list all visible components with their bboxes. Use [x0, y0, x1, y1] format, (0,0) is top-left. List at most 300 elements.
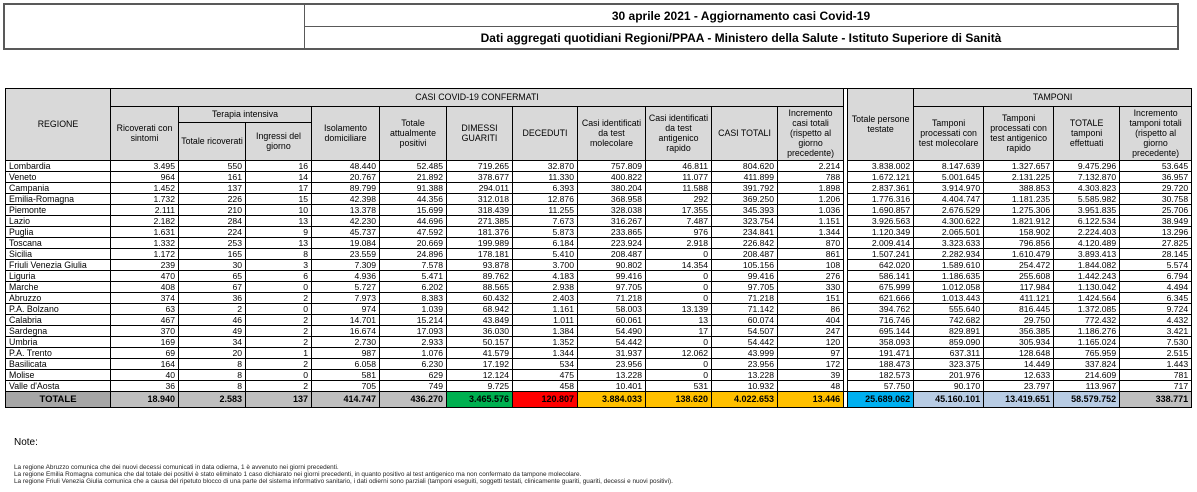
cell-casi_test_antigenico: 17.355 — [646, 204, 712, 215]
cell-totale_attualmente_positivi: 44.356 — [380, 193, 447, 204]
cell-incremento_casi_totali: 48 — [778, 380, 844, 391]
col-header-ricoverati-con-sintomi: Ricoverati con sintomi — [111, 107, 179, 161]
cell-terapia_totale_ricoverati: 165 — [179, 248, 246, 259]
cell-totale_tamponi_effettuati: 337.824 — [1054, 358, 1120, 369]
cell-ricoverati_con_sintomi: 2.182 — [111, 215, 179, 226]
cell-casi_test_molecolare: 380.204 — [578, 182, 646, 193]
cell-tamponi_test_antigenico: 1.181.235 — [984, 193, 1054, 204]
region-name: Veneto — [6, 171, 111, 182]
cell-totale_tamponi_effettuati: 4.303.823 — [1054, 182, 1120, 193]
cell-incremento_casi_totali: 172 — [778, 358, 844, 369]
cell-isolamento_domiciliare: 7.973 — [312, 292, 380, 303]
cell-casi_totali: 4.022.653 — [712, 391, 778, 407]
cell-deceduti: 11.330 — [513, 171, 578, 182]
cell-terapia_ingressi_del_giorno: 2 — [246, 325, 312, 336]
cell-dimessi_guariti: 378.677 — [447, 171, 513, 182]
cell-tamponi_test_antigenico: 1.275.306 — [984, 204, 1054, 215]
cell-deceduti: 1.384 — [513, 325, 578, 336]
cell-terapia_ingressi_del_giorno: 2 — [246, 292, 312, 303]
cell-isolamento_domiciliare: 19.084 — [312, 237, 380, 248]
cell-deceduti: 475 — [513, 369, 578, 380]
cell-deceduti: 2.403 — [513, 292, 578, 303]
cell-casi_totali: 804.620 — [712, 160, 778, 171]
cell-totale_tamponi_effettuati: 4.120.489 — [1054, 237, 1120, 248]
cell-isolamento_domiciliare: 581 — [312, 369, 380, 380]
cell-ricoverati_con_sintomi: 40 — [111, 369, 179, 380]
cell-casi_test_molecolare: 208.487 — [578, 248, 646, 259]
col-header-regione: REGIONE — [6, 89, 111, 161]
region-name: P.A. Trento — [6, 347, 111, 358]
cell-terapia_ingressi_del_giorno: 10 — [246, 204, 312, 215]
cell-tamponi_test_molecolare: 3.323.633 — [914, 237, 984, 248]
cell-tamponi_test_antigenico: 411.121 — [984, 292, 1054, 303]
cell-totale_attualmente_positivi: 629 — [380, 369, 447, 380]
cell-casi_totali: 411.899 — [712, 171, 778, 182]
cell-dimessi_guariti: 89.762 — [447, 270, 513, 281]
cell-casi_totali: 71.142 — [712, 303, 778, 314]
cell-incremento_tamponi_totali: 9.724 — [1120, 303, 1192, 314]
cell-incremento_casi_totali: 276 — [778, 270, 844, 281]
cell-totale_persone_testate: 2.009.414 — [848, 237, 914, 248]
cell-terapia_totale_ricoverati: 137 — [179, 182, 246, 193]
col-header-terapia-ingressi-del-giorno: Ingressi del giorno — [246, 122, 312, 160]
cell-deceduti: 5.873 — [513, 226, 578, 237]
cell-casi_test_antigenico: 0 — [646, 281, 712, 292]
cell-totale_tamponi_effettuati: 58.579.752 — [1054, 391, 1120, 407]
cell-incremento_tamponi_totali: 6.345 — [1120, 292, 1192, 303]
cell-incremento_casi_totali: 108 — [778, 259, 844, 270]
cell-totale_tamponi_effettuati: 1.186.276 — [1054, 325, 1120, 336]
cell-totale_attualmente_positivi: 8.383 — [380, 292, 447, 303]
cell-deceduti: 1.011 — [513, 314, 578, 325]
cell-tamponi_test_molecolare: 8.147.639 — [914, 160, 984, 171]
cell-ricoverati_con_sintomi: 63 — [111, 303, 179, 314]
covid-data-table — [5, 88, 1192, 408]
cell-ricoverati_con_sintomi: 2.111 — [111, 204, 179, 215]
cell-ricoverati_con_sintomi: 36 — [111, 380, 179, 391]
cell-ricoverati_con_sintomi: 470 — [111, 270, 179, 281]
cell-isolamento_domiciliare: 6.058 — [312, 358, 380, 369]
cell-tamponi_test_molecolare: 859.090 — [914, 336, 984, 347]
cell-casi_totali: 54.442 — [712, 336, 778, 347]
cell-terapia_ingressi_del_giorno: 9 — [246, 226, 312, 237]
cell-totale_persone_testate: 3.838.002 — [848, 160, 914, 171]
col-header-totale-persone-testate: Totale persone testate — [848, 89, 914, 161]
cell-casi_test_antigenico: 17 — [646, 325, 712, 336]
cell-isolamento_domiciliare: 414.747 — [312, 391, 380, 407]
cell-totale_tamponi_effettuati: 1.130.042 — [1054, 281, 1120, 292]
cell-isolamento_domiciliare: 5.727 — [312, 281, 380, 292]
cell-casi_test_molecolare: 58.003 — [578, 303, 646, 314]
cell-dimessi_guariti: 93.878 — [447, 259, 513, 270]
region-row — [6, 204, 1192, 215]
cell-incremento_casi_totali: 97 — [778, 347, 844, 358]
cell-deceduti: 120.807 — [513, 391, 578, 407]
cell-tamponi_test_antigenico: 1.327.657 — [984, 160, 1054, 171]
table-body — [6, 160, 1192, 407]
cell-deceduti: 534 — [513, 358, 578, 369]
region-name: Lazio — [6, 215, 111, 226]
cell-deceduti: 32.870 — [513, 160, 578, 171]
cell-deceduti: 7.673 — [513, 215, 578, 226]
cell-terapia_ingressi_del_giorno: 13 — [246, 215, 312, 226]
cell-casi_test_molecolare: 90.802 — [578, 259, 646, 270]
region-row — [6, 160, 1192, 171]
cell-casi_totali: 43.999 — [712, 347, 778, 358]
cell-isolamento_domiciliare: 45.737 — [312, 226, 380, 237]
cell-deceduti: 3.700 — [513, 259, 578, 270]
cell-incremento_casi_totali: 1.898 — [778, 182, 844, 193]
cell-totale_persone_testate: 2.837.361 — [848, 182, 914, 193]
cell-terapia_ingressi_del_giorno: 14 — [246, 171, 312, 182]
cell-incremento_tamponi_totali: 25.706 — [1120, 204, 1192, 215]
cell-totale_attualmente_positivi: 47.592 — [380, 226, 447, 237]
cell-terapia_ingressi_del_giorno: 17 — [246, 182, 312, 193]
region-name: Sardegna — [6, 325, 111, 336]
cell-ricoverati_con_sintomi: 1.332 — [111, 237, 179, 248]
cell-casi_test_molecolare: 31.937 — [578, 347, 646, 358]
cell-incremento_tamponi_totali: 1.443 — [1120, 358, 1192, 369]
cell-ricoverati_con_sintomi: 408 — [111, 281, 179, 292]
cell-casi_test_molecolare: 757.809 — [578, 160, 646, 171]
cell-totale_tamponi_effettuati: 7.132.870 — [1054, 171, 1120, 182]
cell-incremento_casi_totali: 788 — [778, 171, 844, 182]
cell-terapia_totale_ricoverati: 224 — [179, 226, 246, 237]
cell-dimessi_guariti: 3.465.576 — [447, 391, 513, 407]
region-name: Basilicata — [6, 358, 111, 369]
cell-dimessi_guariti: 719.265 — [447, 160, 513, 171]
cell-tamponi_test_antigenico: 388.853 — [984, 182, 1054, 193]
cell-terapia_totale_ricoverati: 20 — [179, 347, 246, 358]
cell-incremento_casi_totali: 1.206 — [778, 193, 844, 204]
cell-totale_attualmente_positivi: 6.230 — [380, 358, 447, 369]
note-friuli-venezia-giulia: La regione Friuli Venezia Giulia comunica che a causa del ripetuto blocco di una parte del sistema informativo sanitario, i dati odierni sono parziali (tamponi eseguiti, soggetti testati, clinicamente guariti, guariti, decessi e nuovi positivi). — [14, 478, 673, 486]
cell-totale_persone_testate: 695.144 — [848, 325, 914, 336]
cell-totale_tamponi_effettuati: 2.224.403 — [1054, 226, 1120, 237]
cell-tamponi_test_molecolare: 742.682 — [914, 314, 984, 325]
cell-ricoverati_con_sintomi: 164 — [111, 358, 179, 369]
note-abruzzo: La regione Abruzzo comunica che dei nuovi decessi comunicati in data odierna, 1 è avvenuto nei giorni precedenti. — [14, 464, 339, 471]
report-date-title: 30 aprile 2021 - Aggiornamento casi Covid-19 — [305, 5, 1177, 27]
cell-totale_persone_testate: 1.776.316 — [848, 193, 914, 204]
region-row — [6, 248, 1192, 259]
report-title-box — [3, 3, 1179, 50]
cell-isolamento_domiciliare: 987 — [312, 347, 380, 358]
cell-tamponi_test_molecolare: 3.914.970 — [914, 182, 984, 193]
cell-deceduti: 11.255 — [513, 204, 578, 215]
cell-totale_tamponi_effettuati: 765.959 — [1054, 347, 1120, 358]
cell-tamponi_test_molecolare: 4.404.747 — [914, 193, 984, 204]
cell-isolamento_domiciliare: 13.378 — [312, 204, 380, 215]
cell-totale_tamponi_effettuati: 5.585.982 — [1054, 193, 1120, 204]
region-row — [6, 237, 1192, 248]
cell-isolamento_domiciliare: 16.674 — [312, 325, 380, 336]
cell-isolamento_domiciliare: 89.799 — [312, 182, 380, 193]
cell-casi_test_antigenico: 13 — [646, 314, 712, 325]
cell-incremento_casi_totali: 870 — [778, 237, 844, 248]
total-row — [6, 391, 1192, 407]
cell-casi_test_antigenico: 292 — [646, 193, 712, 204]
cell-isolamento_domiciliare: 14.701 — [312, 314, 380, 325]
cell-tamponi_test_molecolare: 90.170 — [914, 380, 984, 391]
cell-casi_test_molecolare: 223.924 — [578, 237, 646, 248]
cell-casi_test_antigenico: 0 — [646, 369, 712, 380]
cell-casi_test_molecolare: 3.884.033 — [578, 391, 646, 407]
cell-casi_totali: 97.705 — [712, 281, 778, 292]
notes-heading: Note: — [14, 437, 38, 448]
cell-terapia_totale_ricoverati: 2 — [179, 303, 246, 314]
cell-totale_persone_testate: 621.666 — [848, 292, 914, 303]
cell-totale_attualmente_positivi: 1.076 — [380, 347, 447, 358]
cell-tamponi_test_antigenico: 23.797 — [984, 380, 1054, 391]
cell-terapia_totale_ricoverati: 30 — [179, 259, 246, 270]
cell-tamponi_test_molecolare: 4.300.622 — [914, 215, 984, 226]
cell-totale_attualmente_positivi: 2.933 — [380, 336, 447, 347]
cell-totale_persone_testate: 188.473 — [848, 358, 914, 369]
cell-incremento_casi_totali: 330 — [778, 281, 844, 292]
cell-isolamento_domiciliare: 23.559 — [312, 248, 380, 259]
region-row — [6, 226, 1192, 237]
region-row — [6, 369, 1192, 380]
col-header-casi-totali: CASI TOTALI — [712, 107, 778, 161]
cell-incremento_tamponi_totali: 36.957 — [1120, 171, 1192, 182]
cell-casi_test_molecolare: 316.267 — [578, 215, 646, 226]
cell-incremento_casi_totali: 861 — [778, 248, 844, 259]
cell-isolamento_domiciliare: 974 — [312, 303, 380, 314]
region-row — [6, 182, 1192, 193]
cell-terapia_totale_ricoverati: 253 — [179, 237, 246, 248]
cell-totale_attualmente_positivi: 15.699 — [380, 204, 447, 215]
cell-casi_test_molecolare: 10.401 — [578, 380, 646, 391]
region-name: Molise — [6, 369, 111, 380]
cell-deceduti: 1.352 — [513, 336, 578, 347]
cell-isolamento_domiciliare: 2.730 — [312, 336, 380, 347]
cell-totale_tamponi_effettuati: 1.372.085 — [1054, 303, 1120, 314]
region-row — [6, 347, 1192, 358]
cell-casi_test_antigenico: 531 — [646, 380, 712, 391]
cell-isolamento_domiciliare: 7.309 — [312, 259, 380, 270]
cell-tamponi_test_molecolare: 2.282.934 — [914, 248, 984, 259]
cell-terapia_totale_ricoverati: 284 — [179, 215, 246, 226]
cell-ricoverati_con_sintomi: 964 — [111, 171, 179, 182]
region-name: Liguria — [6, 270, 111, 281]
cell-terapia_totale_ricoverati: 8 — [179, 380, 246, 391]
cell-terapia_ingressi_del_giorno: 2 — [246, 358, 312, 369]
cell-incremento_tamponi_totali: 29.720 — [1120, 182, 1192, 193]
cell-tamponi_test_molecolare: 323.375 — [914, 358, 984, 369]
cell-casi_totali: 60.074 — [712, 314, 778, 325]
cell-totale_attualmente_positivi: 17.093 — [380, 325, 447, 336]
cell-casi_test_molecolare: 54.442 — [578, 336, 646, 347]
region-name: Piemonte — [6, 204, 111, 215]
region-row — [6, 314, 1192, 325]
cell-incremento_casi_totali: 120 — [778, 336, 844, 347]
cell-dimessi_guariti: 68.942 — [447, 303, 513, 314]
cell-casi_test_molecolare: 13.228 — [578, 369, 646, 380]
region-row — [6, 193, 1192, 204]
cell-deceduti: 4.183 — [513, 270, 578, 281]
cell-dimessi_guariti: 312.018 — [447, 193, 513, 204]
cell-incremento_casi_totali: 1.036 — [778, 204, 844, 215]
cell-casi_test_antigenico: 138.620 — [646, 391, 712, 407]
cell-tamponi_test_antigenico: 29.750 — [984, 314, 1054, 325]
cell-dimessi_guariti: 9.725 — [447, 380, 513, 391]
title-empty-cell — [5, 5, 305, 48]
cell-incremento_tamponi_totali: 30.758 — [1120, 193, 1192, 204]
region-name: Calabria — [6, 314, 111, 325]
cell-dimessi_guariti: 60.432 — [447, 292, 513, 303]
cell-casi_test_molecolare: 60.061 — [578, 314, 646, 325]
cell-deceduti: 2.938 — [513, 281, 578, 292]
cell-totale_persone_testate: 191.471 — [848, 347, 914, 358]
cell-incremento_tamponi_totali: 6.794 — [1120, 270, 1192, 281]
cell-incremento_casi_totali: 86 — [778, 303, 844, 314]
cell-totale_persone_testate: 675.999 — [848, 281, 914, 292]
cell-terapia_ingressi_del_giorno: 6 — [246, 270, 312, 281]
cell-tamponi_test_molecolare: 1.012.058 — [914, 281, 984, 292]
cell-ricoverati_con_sintomi: 169 — [111, 336, 179, 347]
cell-casi_test_molecolare: 400.822 — [578, 171, 646, 182]
cell-isolamento_domiciliare: 705 — [312, 380, 380, 391]
cell-casi_totali: 234.841 — [712, 226, 778, 237]
cell-ricoverati_con_sintomi: 1.732 — [111, 193, 179, 204]
cell-tamponi_test_antigenico: 255.608 — [984, 270, 1054, 281]
cell-casi_test_antigenico: 0 — [646, 292, 712, 303]
cell-ricoverati_con_sintomi: 1.631 — [111, 226, 179, 237]
col-header-tamponi-test-molecolare: Tamponi processati con test molecolare — [914, 107, 984, 161]
cell-deceduti: 12.876 — [513, 193, 578, 204]
cell-terapia_ingressi_del_giorno: 0 — [246, 281, 312, 292]
cell-terapia_totale_ricoverati: 46 — [179, 314, 246, 325]
cell-totale_persone_testate: 57.750 — [848, 380, 914, 391]
cell-incremento_tamponi_totali: 38.949 — [1120, 215, 1192, 226]
cell-tamponi_test_antigenico: 796.856 — [984, 237, 1054, 248]
cell-casi_totali: 345.393 — [712, 204, 778, 215]
cell-dimessi_guariti: 88.565 — [447, 281, 513, 292]
cell-incremento_tamponi_totali: 4.432 — [1120, 314, 1192, 325]
cell-terapia_totale_ricoverati: 550 — [179, 160, 246, 171]
cell-dimessi_guariti: 50.157 — [447, 336, 513, 347]
cell-totale_persone_testate: 1.507.241 — [848, 248, 914, 259]
cell-ricoverati_con_sintomi: 370 — [111, 325, 179, 336]
cell-ricoverati_con_sintomi: 3.495 — [111, 160, 179, 171]
cell-terapia_ingressi_del_giorno: 0 — [246, 303, 312, 314]
cell-casi_test_antigenico: 13.139 — [646, 303, 712, 314]
cell-casi_totali: 54.507 — [712, 325, 778, 336]
cell-totale_persone_testate: 394.762 — [848, 303, 914, 314]
region-name: Abruzzo — [6, 292, 111, 303]
col-header-dimessi-guariti: DIMESSI GUARITI — [447, 107, 513, 161]
region-name: Lombardia — [6, 160, 111, 171]
cell-totale_attualmente_positivi: 436.270 — [380, 391, 447, 407]
cell-terapia_totale_ricoverati: 49 — [179, 325, 246, 336]
cell-terapia_totale_ricoverati: 36 — [179, 292, 246, 303]
region-row — [6, 303, 1192, 314]
cell-dimessi_guariti: 271.385 — [447, 215, 513, 226]
cell-tamponi_test_molecolare: 1.013.443 — [914, 292, 984, 303]
region-row — [6, 171, 1192, 182]
cell-incremento_tamponi_totali: 781 — [1120, 369, 1192, 380]
cell-incremento_casi_totali: 39 — [778, 369, 844, 380]
cell-ricoverati_con_sintomi: 1.452 — [111, 182, 179, 193]
cell-incremento_tamponi_totali: 7.530 — [1120, 336, 1192, 347]
cell-totale_attualmente_positivi: 5.471 — [380, 270, 447, 281]
col-header-terapia-totale-ricoverati: Totale ricoverati — [179, 122, 246, 160]
cell-casi_totali: 10.932 — [712, 380, 778, 391]
cell-dimessi_guariti: 12.124 — [447, 369, 513, 380]
region-name: Marche — [6, 281, 111, 292]
cell-totale_persone_testate: 182.573 — [848, 369, 914, 380]
cell-totale_attualmente_positivi: 21.892 — [380, 171, 447, 182]
cell-tamponi_test_antigenico: 254.472 — [984, 259, 1054, 270]
cell-totale_attualmente_positivi: 749 — [380, 380, 447, 391]
region-name: Emilia-Romagna — [6, 193, 111, 204]
col-header-incremento-casi-totali: Incremento casi totali (rispetto al giorno precedente) — [778, 107, 844, 161]
cell-tamponi_test_molecolare: 1.589.610 — [914, 259, 984, 270]
cell-casi_test_antigenico: 14.354 — [646, 259, 712, 270]
cell-casi_test_molecolare: 23.956 — [578, 358, 646, 369]
cell-dimessi_guariti: 181.376 — [447, 226, 513, 237]
cell-totale_persone_testate: 1.690.857 — [848, 204, 914, 215]
region-name: Umbria — [6, 336, 111, 347]
cell-incremento_casi_totali: 1.151 — [778, 215, 844, 226]
cell-totale_tamponi_effettuati: 1.424.564 — [1054, 292, 1120, 303]
cell-incremento_tamponi_totali: 5.574 — [1120, 259, 1192, 270]
cell-totale_persone_testate: 1.672.121 — [848, 171, 914, 182]
cell-tamponi_test_antigenico: 13.419.651 — [984, 391, 1054, 407]
cell-totale_tamponi_effettuati: 9.475.296 — [1054, 160, 1120, 171]
cell-totale_tamponi_effettuati: 1.165.024 — [1054, 336, 1120, 347]
cell-deceduti: 1.344 — [513, 347, 578, 358]
cell-tamponi_test_antigenico: 117.984 — [984, 281, 1054, 292]
cell-casi_test_antigenico: 12.062 — [646, 347, 712, 358]
cell-tamponi_test_antigenico: 2.131.225 — [984, 171, 1054, 182]
cell-casi_test_molecolare: 97.705 — [578, 281, 646, 292]
cell-terapia_totale_ricoverati: 210 — [179, 204, 246, 215]
cell-casi_totali: 105.156 — [712, 259, 778, 270]
cell-tamponi_test_molecolare: 5.001.645 — [914, 171, 984, 182]
cell-totale_persone_testate: 586.141 — [848, 270, 914, 281]
total-label: TOTALE — [6, 391, 111, 407]
region-name: P.A. Bolzano — [6, 303, 111, 314]
cell-isolamento_domiciliare: 4.936 — [312, 270, 380, 281]
cell-incremento_casi_totali: 151 — [778, 292, 844, 303]
cell-deceduti: 5.410 — [513, 248, 578, 259]
region-name: Campania — [6, 182, 111, 193]
cell-ricoverati_con_sintomi: 239 — [111, 259, 179, 270]
cell-terapia_ingressi_del_giorno: 16 — [246, 160, 312, 171]
cell-totale_attualmente_positivi: 15.214 — [380, 314, 447, 325]
cell-totale_attualmente_positivi: 52.485 — [380, 160, 447, 171]
col-header-casi-test-molecolare: Casi identificati da test molecolare — [578, 107, 646, 161]
cell-casi_test_antigenico: 46.811 — [646, 160, 712, 171]
cell-isolamento_domiciliare: 42.398 — [312, 193, 380, 204]
cell-totale_persone_testate: 1.120.349 — [848, 226, 914, 237]
cell-casi_totali: 13.228 — [712, 369, 778, 380]
cell-casi_test_molecolare: 99.416 — [578, 270, 646, 281]
region-row — [6, 270, 1192, 281]
cell-incremento_tamponi_totali: 717 — [1120, 380, 1192, 391]
cell-tamponi_test_antigenico: 356.385 — [984, 325, 1054, 336]
cell-totale_tamponi_effettuati: 214.609 — [1054, 369, 1120, 380]
table-header — [6, 89, 1192, 161]
cell-incremento_tamponi_totali: 2.515 — [1120, 347, 1192, 358]
cell-terapia_ingressi_del_giorno: 2 — [246, 336, 312, 347]
cell-dimessi_guariti: 318.439 — [447, 204, 513, 215]
cell-tamponi_test_antigenico: 305.934 — [984, 336, 1054, 347]
cell-casi_totali: 23.956 — [712, 358, 778, 369]
cell-casi_test_antigenico: 0 — [646, 358, 712, 369]
